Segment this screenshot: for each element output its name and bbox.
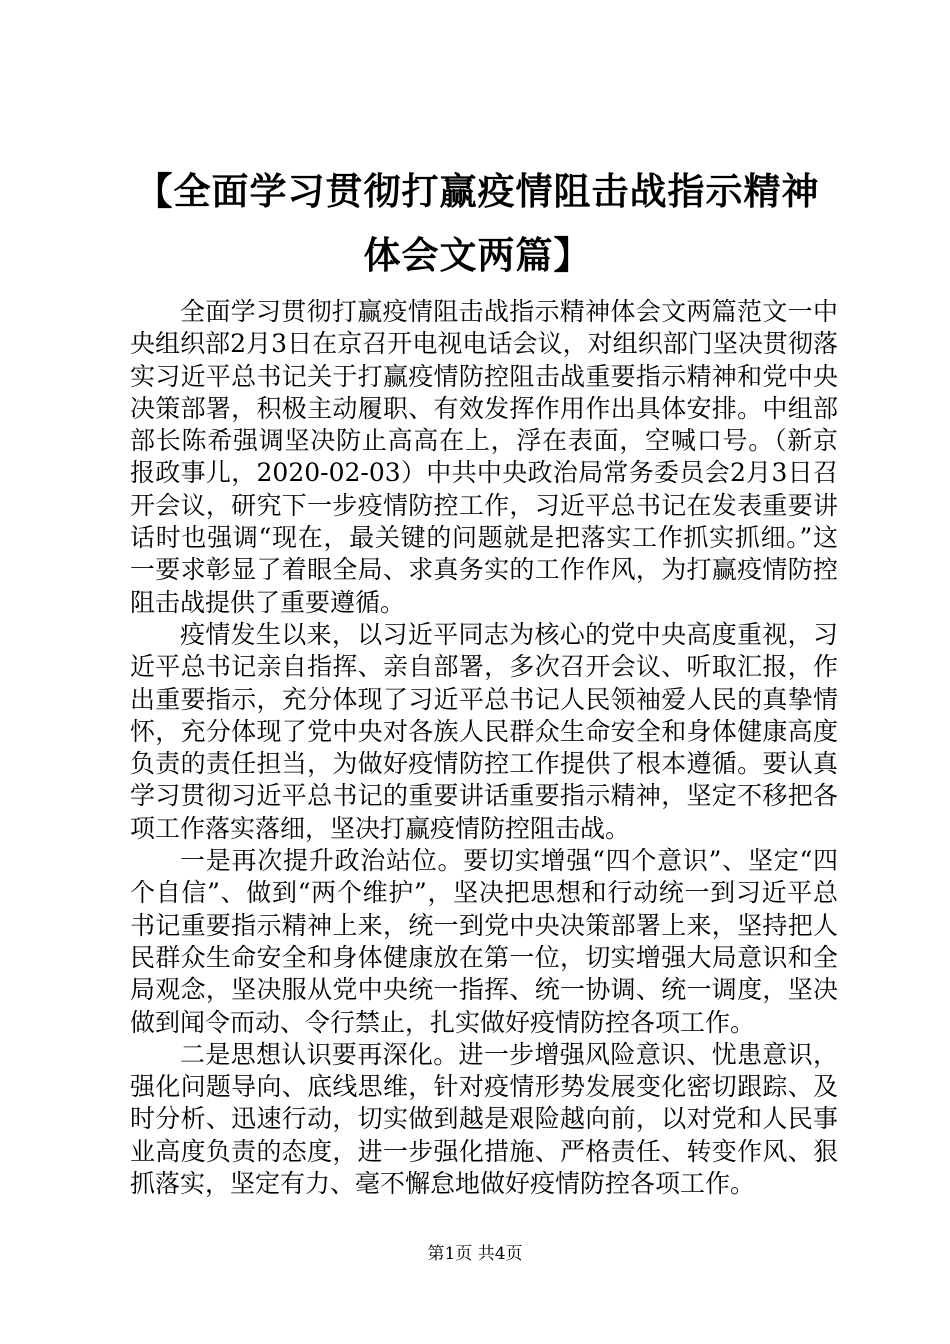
paragraph-1: 全面学习贯彻打赢疫情阻击战指示精神体会文两篇范文一中央组织部2月3日在京召开电视电话会议，对组织部门坚决贯彻落实习近平总书记关于打赢疫情防控阻击战重要指示精神和党中央决策部署，积极主动履职、有效发挥作用作出具体安排。中组部部长陈希强调坚决防止高高在上，浮在表面，空喊口号。（新京报政事儿，2020-02-03）中共中央政治局常务委员会2月3日召开会议，研究下一步疫情防控工作，习近平总书记在发表重要讲话时也强调“现在，最关键的问题就是把落实工作抓实抓细。”这一要求彰显了着眼全局、求真务实的工作作风，为打赢疫情防控阻击战提供了重要遵循。 bbox=[130, 297, 838, 617]
paragraph-3: 一是再次提升政治站位。要切实增强“四个意识”、坚定“四个自信”、做到“两个维护”，坚决把思想和行动统一到习近平总书记重要指示精神上来，统一到党中央决策部署上来，坚持把人民群众生命安全和身体健康放在第一位，切实增强大局意识和全局观念，坚决服从党中央统一指挥、统一协调、统一调度，坚决做到闻令而动、令行禁止，扎实做好疫情防控各项工作。 bbox=[130, 846, 838, 1037]
document-body bbox=[130, 296, 838, 1200]
paragraph-2: 疫情发生以来，以习近平同志为核心的党中央高度重视，习近平总书记亲自指挥、亲自部署，多次召开会议、听取汇报，作出重要指示，充分体现了习近平总书记人民领袖爱人民的真挚情怀，充分体现了党中央对各族人民群众生命安全和身体健康高度负责的责任担当，为做好疫情防控工作提供了根本遵循。要认真学习贯彻习近平总书记的重要讲话重要指示精神，坚定不移把各项工作落实落细，坚决打赢疫情防控阻击战。 bbox=[130, 619, 838, 843]
page-footer: 第1页 共4页 bbox=[427, 1244, 523, 1264]
paragraph-4: 二是思想认识要再深化。进一步增强风险意识、忧患意识，强化问题导向、底线思维，针对疫情形势发展变化密切跟踪、及时分析、迅速行动，切实做到越是艰险越向前，以对党和人民事业高度负责的态度，进一步强化措施、严格责任、转变作风、狠抓落实，坚定有力、毫不懈怠地做好疫情防控各项工作。 bbox=[130, 1039, 838, 1199]
document-title: 【全面学习贯彻打赢疫情阻击战指示精神体会文两篇】 bbox=[135, 170, 820, 277]
